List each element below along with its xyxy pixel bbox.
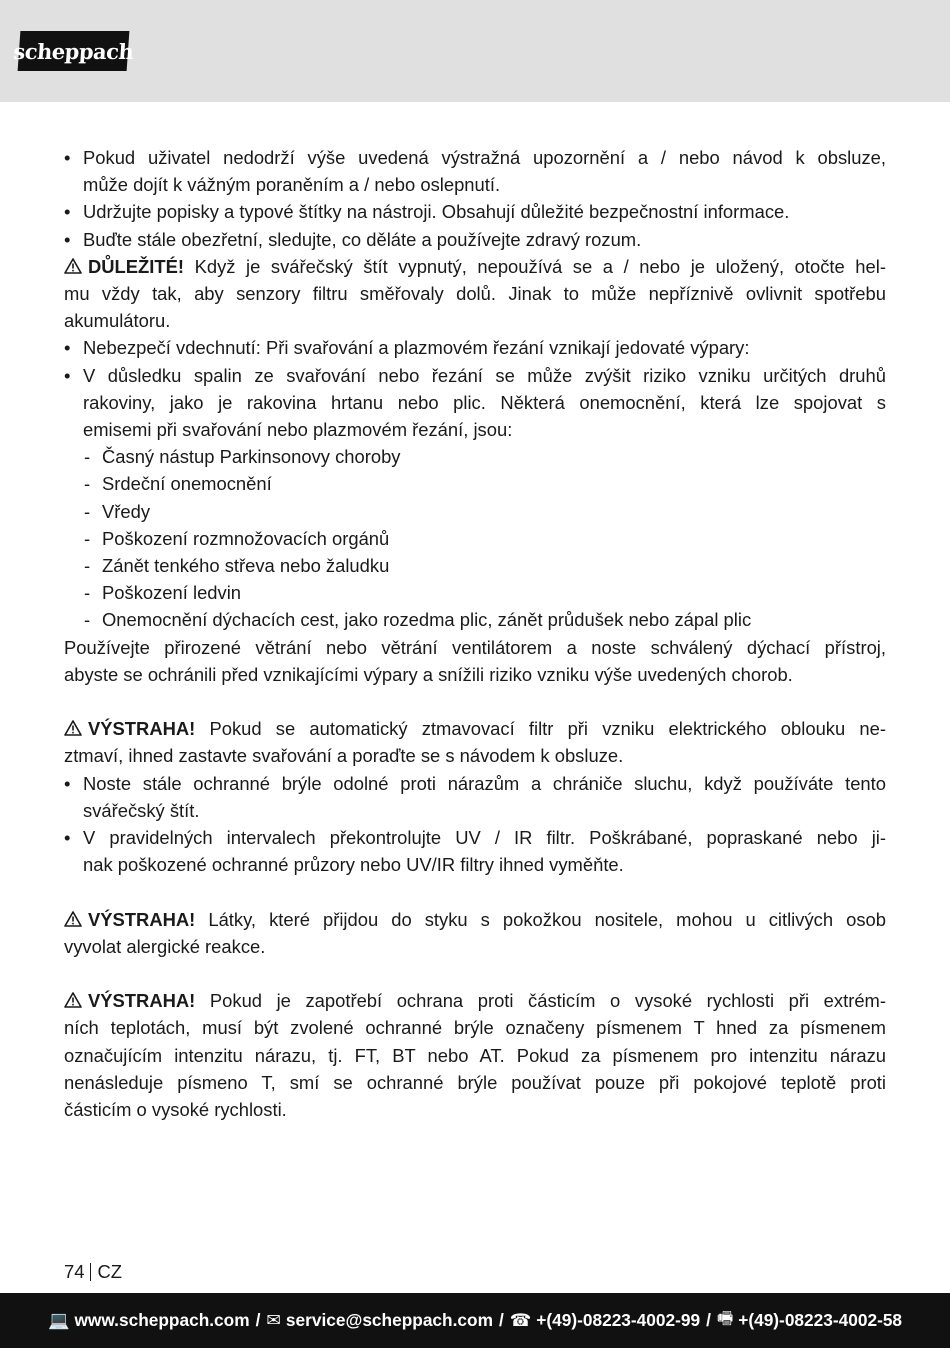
paragraph-line: abyste se ochránili před vznikajícími výpary a snížili riziko vzniku výše uvedených chorob.	[64, 663, 793, 685]
footer-separator: /	[498, 1310, 504, 1330]
warning-icon	[64, 992, 82, 1008]
fax-icon: 🖷	[716, 1308, 734, 1328]
list-item: • V pravidelných intervalech překontrolujte UV / IR filtr. Poškrábané, popraskané nebo ji-	[64, 824, 886, 851]
disease-item: - Poškození rozmnožovacích orgánů	[64, 525, 886, 552]
page-number-value: 74	[64, 1261, 85, 1282]
warning-icon	[64, 720, 82, 736]
language-code: CZ	[97, 1261, 122, 1282]
paragraph-text: Pokud se automatický ztmavovací filtr při vzniku elektrického oblouku ne-	[209, 718, 886, 740]
paragraph-line: Používejte přirozené větrání nebo větrání ventilátorem a noste schválený dýchací přístroj,	[64, 636, 886, 658]
list-item: • Noste stále ochranné brýle odolné proti nárazům a chrániče sluchu, když používáte tento	[64, 770, 886, 797]
paragraph-line: částicím o vysoké rychlosti.	[64, 1099, 287, 1121]
email-link[interactable]: service@scheppach.com	[285, 1310, 493, 1330]
contact-footer	[0, 1293, 950, 1348]
important-label: DŮLEŽITÉ!	[88, 255, 185, 277]
page-header	[0, 0, 950, 102]
paragraph-line: nenásleduje písmeno T, smí se ochranné brýle používat pouze při pokojové teplotě proti	[64, 1071, 886, 1093]
list-item: • Pokud uživatel nedodrží výše uvedená výstražná upozornění a / nebo návod k obsluze,	[64, 144, 886, 171]
warning-label: VÝSTRAHA!	[88, 908, 196, 930]
paragraph-line: akumulátoru.	[64, 310, 171, 332]
list-item: • Nebezpečí vdechnutí: Při svařování a plazmovém řezání vznikají jedovaté výpary:	[64, 334, 886, 361]
list-item: • Buďte stále obezřetní, sledujte, co děláte a používejte zdravý rozum.	[64, 226, 886, 253]
paragraph-line: vyvolat alergické reakce.	[64, 935, 266, 957]
list-item-continuation: nak poškozené ochranné průzory nebo UV/IR filtry ihned vyměňte.	[83, 854, 624, 876]
list-item-continuation: rakoviny, jako je rakovina hrtanu nebo plic. Některá onemocnění, která lze spojovat s	[83, 391, 886, 413]
important-notice	[64, 253, 886, 280]
paragraph-line: mu vždy tak, aby senzory filtru směřovaly dolů. Jinak to může nepříznivě ovlivnit spotřebu	[64, 283, 886, 305]
footer-separator: /	[706, 1310, 711, 1330]
warning-label: VÝSTRAHA!	[88, 990, 196, 1012]
paragraph-line: ních teplotách, musí být zvolené ochranné brýle označeny písmenem T hned za písmenem	[64, 1017, 886, 1039]
website-link[interactable]: www.scheppach.com	[74, 1310, 250, 1330]
disease-item: - Srdeční onemocnění	[64, 470, 886, 497]
paragraph-line: označujícím intenzitu nárazu, tj. FT, BT nebo AT. Pokud za písmenem pro intenzitu nárazu	[64, 1044, 886, 1066]
list-item-continuation: emisemi při svařování nebo plazmovém řezání, jsou:	[83, 419, 513, 441]
warning-icon	[64, 258, 82, 274]
email-icon: ✉	[266, 1310, 281, 1330]
disease-item: - Poškození ledvin	[64, 579, 886, 606]
disease-item: - Vředy	[64, 498, 886, 525]
disease-item: - Časný nástup Parkinsonovy choroby	[64, 443, 886, 470]
list-item-continuation: může dojít k vážným poraněním a / nebo oslepnutí.	[83, 174, 501, 196]
warning-label: VÝSTRAHA!	[88, 718, 196, 740]
footer-separator: /	[255, 1310, 261, 1330]
paragraph-text: Látky, které přijdou do styku s pokožkou nositele, mohou u citlivých osob	[208, 908, 886, 930]
list-item-continuation: svářečský štít.	[83, 799, 200, 821]
phone-icon: ☎	[509, 1310, 532, 1330]
fax-number: +(49)-08223-4002-58	[738, 1310, 903, 1330]
safety-instructions	[64, 144, 886, 1123]
warning-notice	[64, 906, 886, 933]
page-number	[64, 1260, 122, 1284]
warning-icon	[64, 911, 82, 927]
paragraph-text: Pokud je zapotřebí ochrana proti částicím o vysoké rychlosti při extrém-	[209, 990, 886, 1012]
disease-item: - Onemocnění dýchacích cest, jako rozedma plic, zánět průdušek nebo zápal plic	[64, 606, 886, 633]
disease-item: - Zánět tenkého střeva nebo žaludku	[64, 552, 886, 579]
phone-number: +(49)-08223-4002-99	[536, 1310, 701, 1330]
paragraph-line: ztmaví, ihned zastavte svařování a poraďte se s návodem k obsluze.	[64, 745, 624, 767]
computer-icon: 💻	[47, 1310, 70, 1330]
warning-notice	[64, 715, 886, 742]
list-item: • V důsledku spalin ze svařování nebo řezání se může zvýšit riziko vzniku určitých druhů	[64, 362, 886, 389]
warning-notice	[64, 987, 886, 1014]
scheppach-logo: scheppach	[18, 31, 130, 71]
page-number-divider	[90, 1263, 91, 1281]
paragraph-text: Když je svářečský štít vypnutý, nepoužívá se a / nebo je uložený, otočte hel-	[194, 255, 886, 277]
list-item: • Udržujte popisky a typové štítky na nástroji. Obsahují důležité bezpečnostní informace.	[64, 198, 886, 225]
